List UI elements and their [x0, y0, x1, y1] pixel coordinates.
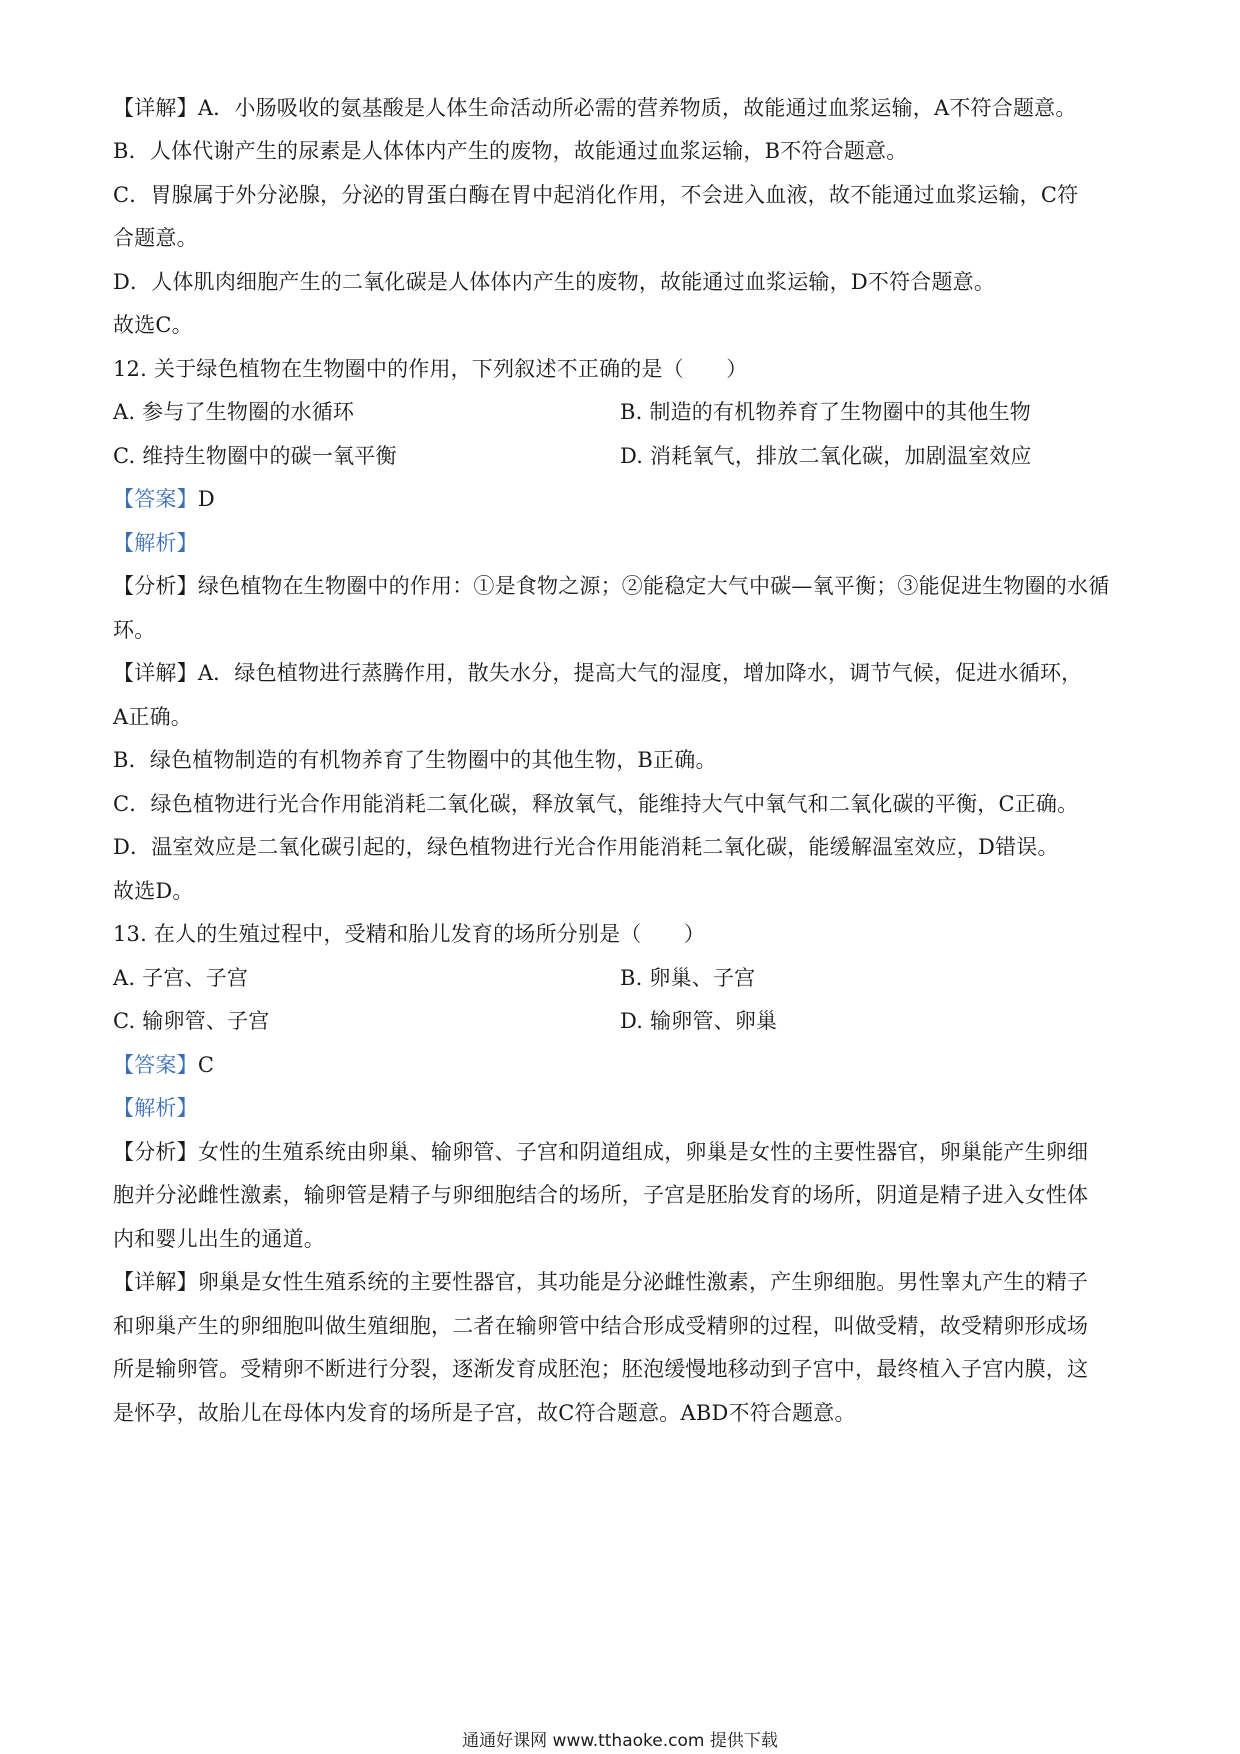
q12-option-b: B. 制造的有机物养育了生物圈中的其他生物	[620, 400, 1031, 424]
detail-tag: 【详解】	[113, 96, 198, 120]
q11-detail-line-1: 【详解】A．小肠吸收的氨基酸是人体生命活动所必需的营养物质，故能通过血浆运输，A不符合题意。	[113, 96, 1077, 120]
answer-tag: 【答案】	[113, 487, 198, 511]
answer-tag: 【答案】	[113, 1053, 198, 1077]
q12-analysis-line-2: 环。	[113, 618, 156, 642]
q12-answer	[113, 484, 1133, 514]
q12-option-a: A. 参与了生物圈的水循环	[113, 400, 355, 424]
q13-detail-line-4: 是怀孕，故胎儿在母体内发育的场所是子宫，故C符合题意。ABD不符合题意。	[113, 1401, 856, 1425]
q12-option-c: C. 维持生物圈中的碳一氧平衡	[113, 444, 397, 468]
q13-jiexi-tag: 【解析】	[113, 1096, 198, 1120]
q13-analysis-line-1: 【分析】女性的生殖系统由卵巢、输卵管、子宫和阴道组成，卵巢是女性的主要性器官，卵巢能产生卵细	[113, 1140, 1089, 1164]
q13-answer	[113, 1050, 1133, 1080]
q12-detail-line-2: A正确。	[113, 705, 192, 729]
q13-analysis-line-2: 胞并分泌雌性激素，输卵管是精子与卵细胞结合的场所，子宫是胚胎发育的场所，阴道是精子进入女性体	[113, 1183, 1089, 1207]
q12-options-row-1	[113, 397, 1133, 427]
q13-option-c: C. 输卵管、子宫	[113, 1009, 270, 1033]
analysis-tag: 【分析】	[113, 574, 198, 598]
q12-options-row-2	[113, 441, 1133, 471]
q12-detail-line-5: D．温室效应是二氧化碳引起的，绿色植物进行光合作用能消耗二氧化碳，能缓解温室效应，D错误。	[113, 835, 1059, 859]
detail-tag: 【详解】	[113, 1270, 198, 1294]
q12-jiexi-tag: 【解析】	[113, 531, 198, 555]
detail-tag: 【详解】	[113, 661, 198, 685]
q12-detail-line-1: 【详解】A．绿色植物进行蒸腾作用，散失水分，提高大气的湿度，增加降水，调节气候，促进水循环，	[113, 661, 1083, 685]
q12-stem: 12. 关于绿色植物在生物圈中的作用，下列叙述不正确的是（ ）	[113, 357, 748, 381]
q13-stem: 13. 在人的生殖过程中，受精和胎儿发育的场所分别是（ ）	[113, 922, 706, 946]
q13-analysis-line-3: 内和婴儿出生的通道。	[113, 1227, 325, 1251]
q12-detail-line-3: B．绿色植物制造的有机物养育了生物圈中的其他生物，B正确。	[113, 748, 717, 772]
q11-detail-line-5: D．人体肌肉细胞产生的二氧化碳是人体体内产生的废物，故能通过血浆运输，D不符合题意。	[113, 270, 996, 294]
q11-detail-line-3: C．胃腺属于外分泌腺，分泌的胃蛋白酶在胃中起消化作用，不会进入血液，故不能通过血浆运输，C符	[113, 183, 1079, 207]
q13-detail-line-3: 所是输卵管。受精卵不断进行分裂，逐渐发育成胚泡；胚泡缓慢地移动到子宫中，最终植入子宫内膜，这	[113, 1357, 1089, 1381]
q12-analysis-line-1: 【分析】绿色植物在生物圈中的作用：①是食物之源；②能稳定大气中碳—氧平衡；③能促进生物圈的水循	[113, 574, 1110, 598]
q11-detail-line-2: B．人体代谢产生的尿素是人体体内产生的废物，故能通过血浆运输，B不符合题意。	[113, 139, 908, 163]
analysis-tag: 【分析】	[113, 1140, 198, 1164]
q11-detail-line-4: 合题意。	[113, 226, 198, 250]
q13-detail-line-1: 【详解】卵巢是女性生殖系统的主要性器官，其功能是分泌雌性激素，产生卵细胞。男性睾丸产生的精子	[113, 1270, 1089, 1294]
q11-conclusion: 故选C。	[113, 313, 193, 337]
q12-option-d: D. 消耗氧气，排放二氧化碳，加剧温室效应	[620, 444, 1032, 468]
q13-detail-line-2: 和卵巢产生的卵细胞叫做生殖细胞，二者在输卵管中结合形成受精卵的过程，叫做受精，故受精卵形成场	[113, 1314, 1089, 1338]
answer-value: D	[197, 487, 215, 511]
page-footer: 通通好课网 www.tthaoke.com 提供下载	[462, 1731, 778, 1751]
q13-option-b: B. 卵巢、子宫	[620, 966, 756, 990]
q13-options-row-2	[113, 1006, 1133, 1036]
q13-options-row-1	[113, 963, 1133, 993]
q12-conclusion: 故选D。	[113, 879, 194, 903]
q12-detail-line-4: C．绿色植物进行光合作用能消耗二氧化碳，释放氧气，能维持大气中氧气和二氧化碳的平衡，C正确。	[113, 792, 1079, 816]
q13-option-a: A. 子宫、子宫	[113, 966, 249, 990]
q13-option-d: D. 输卵管、卵巢	[620, 1009, 778, 1033]
answer-value: C	[197, 1053, 215, 1077]
